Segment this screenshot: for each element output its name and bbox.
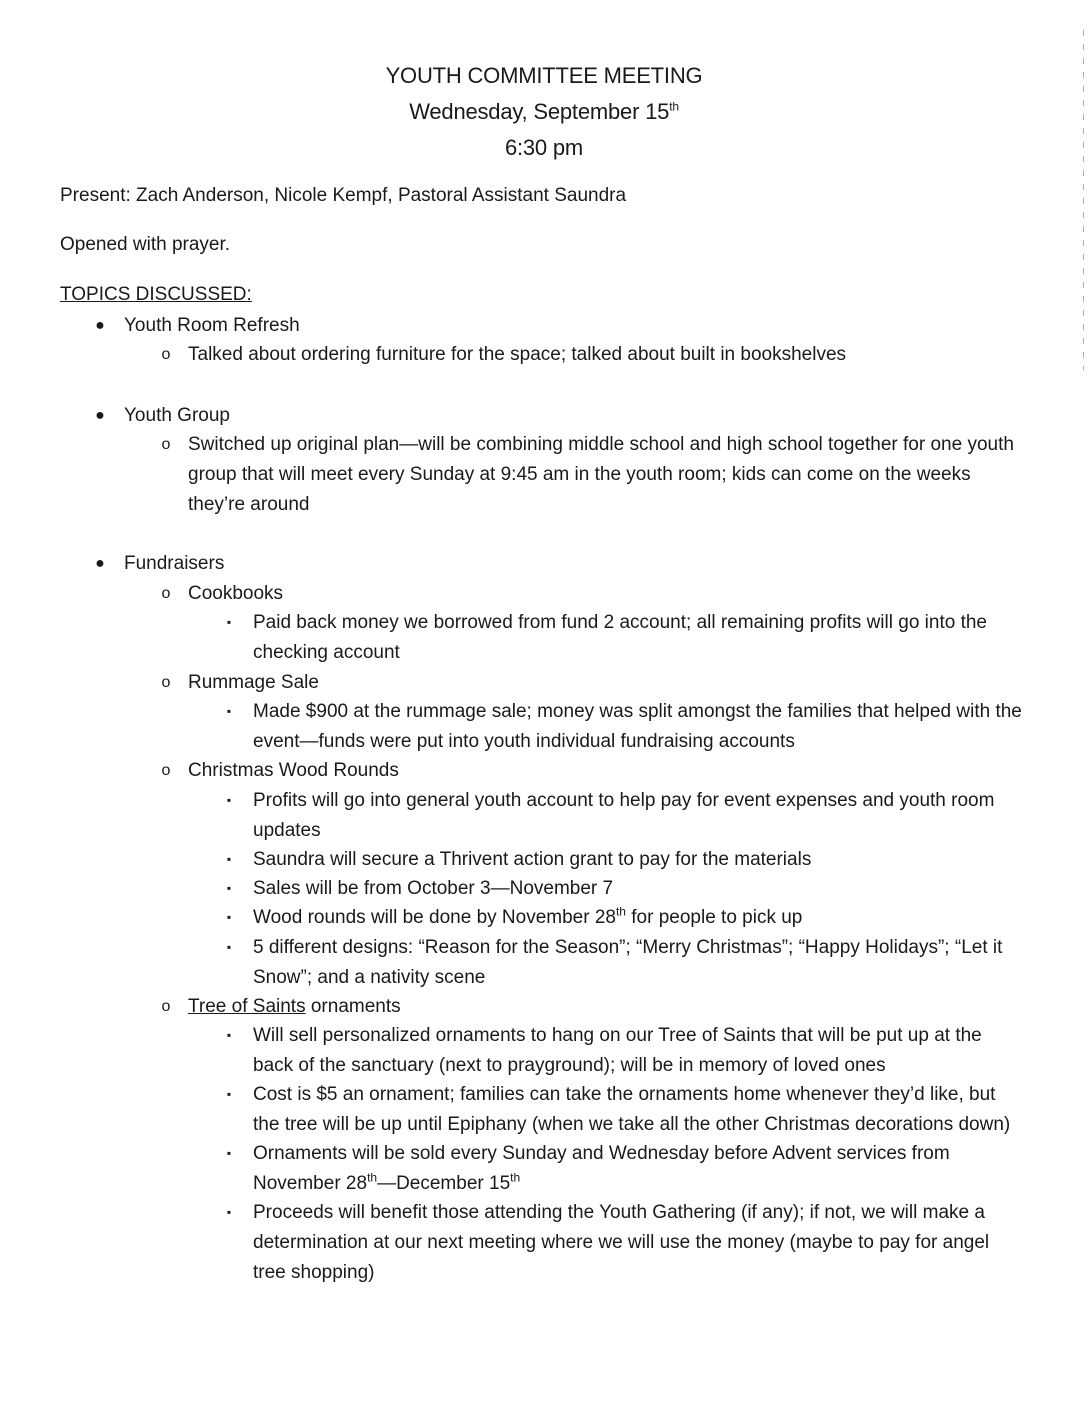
circle-marker: o: [161, 762, 171, 779]
note-text: Proceeds will benefit those attending the Youth Gathering (if any); if not, we will make a determination at our next meeting where we will use the money (maybe to pay for angel tree shopping): [253, 1202, 990, 1283]
youth-group-note: [161, 430, 1028, 519]
meeting-title: YOUTH COMMITTEE MEETING: [385, 63, 703, 88]
wood-rounds-grant-note: [226, 845, 1023, 875]
topic-youth-group: [95, 401, 1024, 431]
note-text: Switched up original plan—will be combining middle school and high school together for one youth group that will meet every Sunday at 9:45 am in the youth room; kids can come on the weeks they’re around: [188, 434, 1014, 515]
wood-rounds-profits-note: [226, 786, 1023, 846]
bullet-marker: ●: [95, 407, 105, 424]
note-text: 5 different designs: “Reason for the Season”; “Merry Christmas”; “Happy Holidays”; “Let it Snow”; and a nativity scene: [253, 937, 1003, 988]
tree-of-saints-schedule-note: [226, 1139, 1023, 1199]
note-text: Ornaments will be sold every Sunday and Wednesday before Advent services from November 28th—December 15th: [253, 1143, 950, 1194]
circle-marker: o: [161, 436, 171, 453]
note-text: Cost is $5 an ornament; families can take the ornaments home whenever they’d like, but the tree will be up until Epiphany (when we take all the other Christmas decorations down): [253, 1084, 1011, 1135]
square-marker: ▪: [226, 910, 232, 924]
square-marker: ▪: [226, 615, 232, 629]
bullet-marker: ●: [95, 317, 105, 334]
topic-label: Youth Room Refresh: [124, 315, 300, 336]
note-text: Wood rounds will be done by November 28th for people to pick up: [253, 904, 803, 928]
square-marker: ▪: [226, 881, 232, 895]
tree-of-saints-cost-note: [226, 1080, 1023, 1140]
note-text: Talked about ordering furniture for the space; talked about built in bookshelves: [188, 344, 847, 365]
fundraiser-label: Cookbooks: [188, 583, 284, 604]
square-marker: ▪: [226, 1087, 232, 1101]
opening-line: Opened with prayer.: [60, 234, 231, 255]
meeting-header: [0, 58, 1088, 166]
note-text: Profits will go into general youth account to help pay for event expenses and youth room updates: [253, 790, 995, 841]
note-text: Made $900 at the rummage sale; money was split amongst the families that helped with the event—funds were put into youth individual fundraising accounts: [253, 701, 1022, 752]
circle-marker: o: [161, 585, 171, 602]
fundraiser-cookbooks: [161, 579, 1028, 609]
attendees-line: Present: Zach Anderson, Nicole Kempf, Pastoral Assistant Saundra: [60, 185, 627, 206]
fundraiser-tree-of-saints: [161, 992, 1028, 1022]
wood-rounds-sales-note: [226, 874, 1023, 904]
topic-label: Fundraisers: [124, 553, 225, 574]
fundraiser-label: Christmas Wood Rounds: [188, 760, 399, 781]
circle-marker: o: [161, 998, 171, 1015]
wood-rounds-done-note: [226, 903, 1023, 933]
square-marker: ▪: [226, 793, 232, 807]
square-marker: ▪: [226, 1205, 232, 1219]
topic-fundraisers: [95, 549, 1024, 579]
youth-room-note: [161, 340, 1028, 370]
wood-rounds-designs-note: [226, 933, 1023, 993]
rummage-note: [226, 697, 1023, 757]
fundraiser-wood-rounds: [161, 756, 1028, 786]
tree-of-saints-sell-note: [226, 1021, 1023, 1081]
topics-heading: TOPICS DISCUSSED:: [60, 284, 252, 305]
note-text: Saundra will secure a Thrivent action grant to pay for the materials: [253, 849, 812, 870]
note-text: Will sell personalized ornaments to hang on our Tree of Saints that will be put up at the back of the sanctuary (next to prayground); will be in memory of loved ones: [253, 1025, 982, 1076]
square-marker: ▪: [226, 940, 232, 954]
square-marker: ▪: [226, 852, 232, 866]
circle-marker: o: [161, 674, 171, 691]
note-text: Paid back money we borrowed from fund 2 account; all remaining profits will go into the checking account: [253, 612, 987, 663]
square-marker: ▪: [226, 1028, 232, 1042]
square-marker: ▪: [226, 704, 232, 718]
fundraiser-label: Rummage Sale: [188, 672, 319, 693]
square-marker: ▪: [226, 1146, 232, 1160]
bullet-marker: ●: [95, 555, 105, 572]
meeting-time: 6:30 pm: [504, 135, 584, 160]
circle-marker: o: [161, 346, 171, 363]
topic-label: Youth Group: [124, 405, 230, 426]
fundraiser-rummage-sale: [161, 668, 1028, 698]
meeting-date: Wednesday, September 15th: [409, 99, 679, 124]
fundraiser-label: Tree of Saints ornaments: [188, 996, 401, 1017]
topic-youth-room: [95, 311, 1024, 341]
cookbooks-note: [226, 608, 1023, 668]
tree-of-saints-proceeds-note: [226, 1198, 1023, 1287]
note-text: Sales will be from October 3—November 7: [253, 878, 614, 899]
